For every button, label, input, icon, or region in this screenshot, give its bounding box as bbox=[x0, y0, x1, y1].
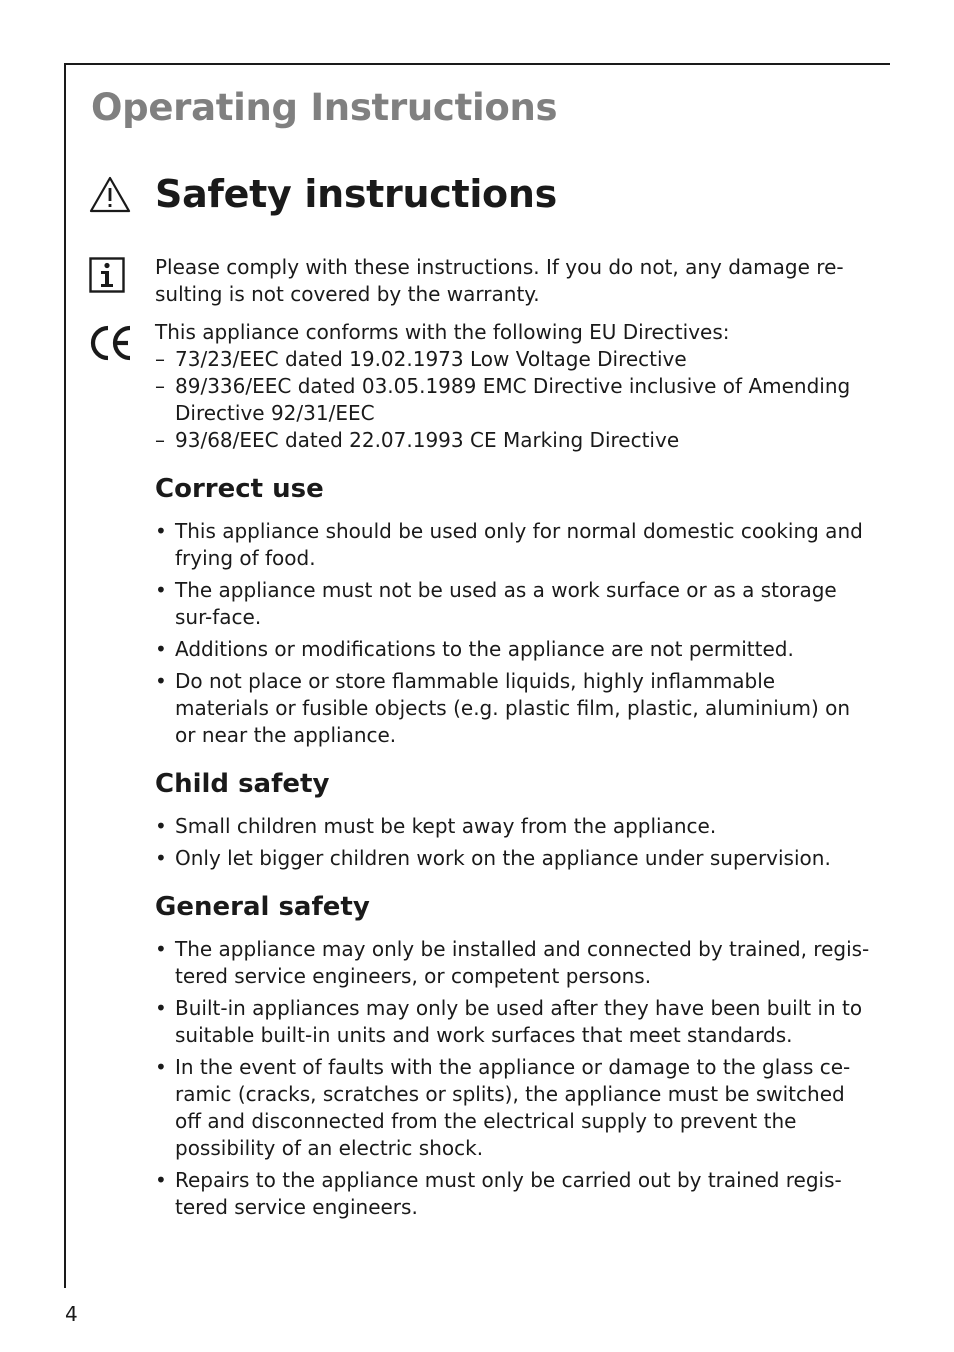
frame-left-rule bbox=[64, 63, 66, 1288]
warranty-note bbox=[155, 254, 870, 308]
general-safety-list bbox=[155, 936, 870, 1226]
directives-intro: This appliance conforms with the following EU Directives: bbox=[155, 320, 730, 344]
list-item: • Built-in appliances may only be used after they have been built in to suitable built-in units and work surfaces that meet standards. bbox=[155, 995, 870, 1049]
list-item: • The appliance must not be used as a work surface or as a storage sur-face. bbox=[155, 577, 870, 631]
general-safety-heading: General safety bbox=[155, 892, 370, 922]
list-item: • Additions or modifications to the appliance are not permitted. bbox=[155, 636, 870, 663]
directive-item: – 89/336/EEC dated 03.05.1989 EMC Directive inclusive of Amending Directive 92/31/EEC bbox=[155, 373, 870, 427]
warning-triangle-icon bbox=[89, 176, 131, 214]
list-item: • Do not place or store flammable liquids, highly inflammable materials or fusible objects (e.g. plastic film, plastic, aluminium) on or near the appliance. bbox=[155, 668, 870, 749]
eu-directives bbox=[155, 319, 870, 454]
list-item: • In the event of faults with the appliance or damage to the glass ce-ramic (cracks, scratches or splits), the appliance must be switched off and disconnected from the electrical supply to prevent the possibility of an electric shock. bbox=[155, 1054, 870, 1162]
list-item: • Repairs to the appliance must only be carried out by trained regis-tered service engineers. bbox=[155, 1167, 870, 1221]
ce-mark-icon bbox=[88, 322, 134, 364]
section-title: Safety instructions bbox=[155, 172, 557, 216]
info-icon bbox=[89, 257, 125, 293]
list-item: • Only let bigger children work on the appliance under supervision. bbox=[155, 845, 870, 872]
list-item: • Small children must be kept away from the appliance. bbox=[155, 813, 870, 840]
child-safety-heading: Child safety bbox=[155, 769, 330, 799]
correct-use-list bbox=[155, 518, 870, 754]
page-number: 4 bbox=[65, 1302, 78, 1326]
directives-list bbox=[155, 346, 870, 454]
child-safety-list bbox=[155, 813, 870, 877]
warranty-note-text: Please comply with these instructions. If you do not, any damage re-sulting is not covered by the warranty. bbox=[155, 255, 844, 306]
directive-item: – 73/23/EEC dated 19.02.1973 Low Voltage Directive bbox=[155, 346, 870, 373]
header-title: Operating Instructions bbox=[91, 86, 558, 129]
correct-use-heading: Correct use bbox=[155, 474, 324, 504]
directive-item: – 93/68/EEC dated 22.07.1993 CE Marking Directive bbox=[155, 427, 870, 454]
list-item: • This appliance should be used only for normal domestic cooking and frying of food. bbox=[155, 518, 870, 572]
list-item: • The appliance may only be installed and connected by trained, regis-tered service engineers, or competent persons. bbox=[155, 936, 870, 990]
frame-top-rule bbox=[65, 63, 890, 65]
